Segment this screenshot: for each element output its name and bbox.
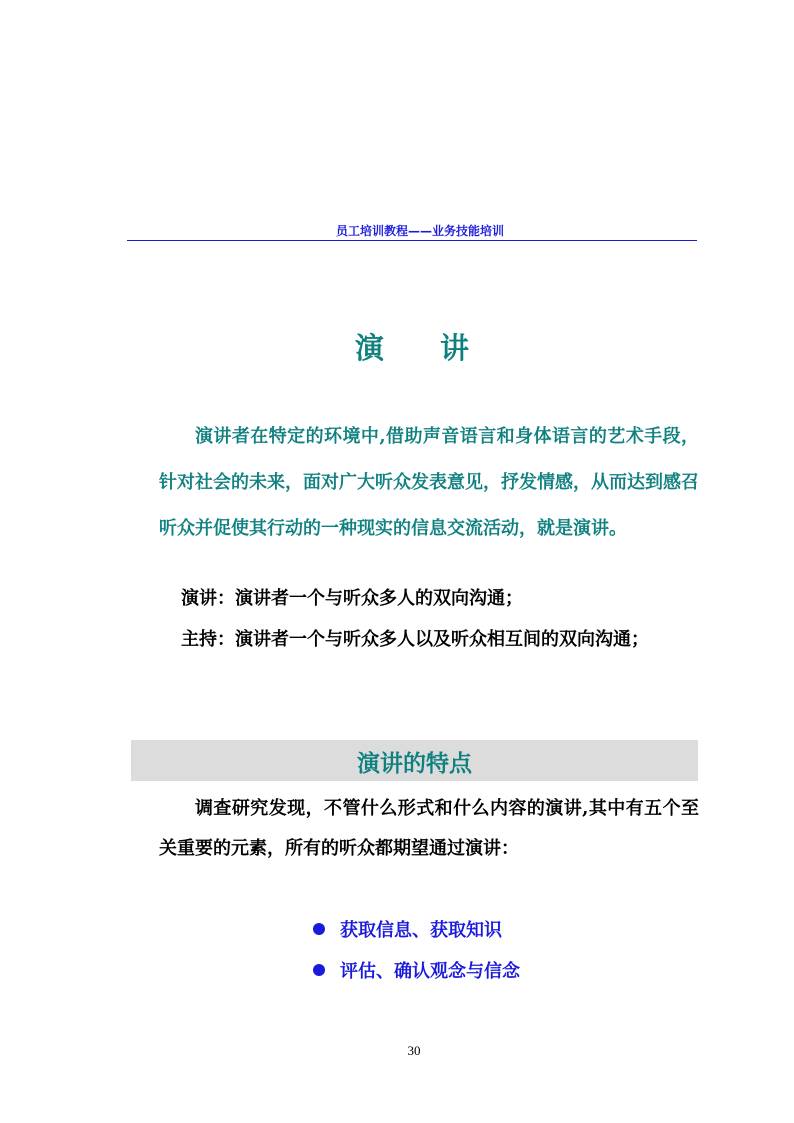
page-title: 演讲 <box>355 331 526 365</box>
definition-hosting: 主持：演讲者一个与听众多人以及听众相互间的双向沟通； <box>181 629 649 650</box>
list-item <box>313 957 520 983</box>
bullet-dot-icon <box>313 923 325 935</box>
page-number: 30 <box>407 1043 421 1058</box>
section-paragraph: 调查研究发现，不管什么形式和什么内容的演讲,其中有五个至关重要的元素，所有的听众都期望通过演讲： <box>159 798 699 859</box>
bullet-dot-icon <box>313 964 325 976</box>
list-item-text: 获取信息、获取知识 <box>340 920 502 941</box>
intro-paragraph: 演讲者在特定的环境中,借助声音语言和身体语言的艺术手段，针对社会的未来，面对广大听众发表意见，抒发情感，从而达到感召听众并促使其行动的一种现实的信息交流活动，就是演讲。 <box>159 426 699 539</box>
list-item <box>313 916 502 942</box>
section-heading-bar <box>131 740 698 781</box>
definition-speech: 演讲：演讲者一个与听众多人的双向沟通； <box>181 588 523 609</box>
running-header: 员工培训教程——业务技能培训 <box>335 224 504 238</box>
list-item-text: 评估、确认观念与信念 <box>340 961 520 982</box>
header-rule <box>127 240 697 241</box>
section-title: 演讲的特点 <box>357 750 472 777</box>
